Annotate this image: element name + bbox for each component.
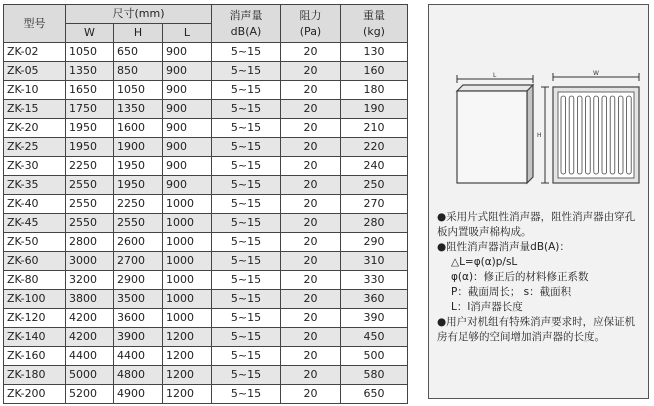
cell-w: 5000 <box>66 366 114 385</box>
cell-resistance: 20 <box>281 100 341 119</box>
header-model: 型号 <box>4 5 66 43</box>
cell-model: ZK-35 <box>4 176 66 195</box>
cell-model: ZK-80 <box>4 271 66 290</box>
table-row <box>4 347 408 366</box>
baffle <box>610 96 615 174</box>
cell-w: 1650 <box>66 81 114 100</box>
cell-w: 1950 <box>66 119 114 138</box>
baffle <box>561 96 566 174</box>
cell-resistance: 20 <box>281 43 341 62</box>
cell-model: ZK-05 <box>4 62 66 81</box>
cell-noise: 5~15 <box>212 328 281 347</box>
cell-model: ZK-45 <box>4 214 66 233</box>
cell-weight: 580 <box>341 366 408 385</box>
cell-model: ZK-20 <box>4 119 66 138</box>
cell-resistance: 20 <box>281 176 341 195</box>
cell-l: 900 <box>163 62 212 81</box>
cell-l: 900 <box>163 81 212 100</box>
note-line: φ(α)：修正后的材料修正系数 <box>451 271 589 283</box>
cell-l: 1200 <box>163 328 212 347</box>
cell-h: 4900 <box>114 385 163 404</box>
cell-model: ZK-30 <box>4 157 66 176</box>
cell-model: ZK-25 <box>4 138 66 157</box>
cell-weight: 210 <box>341 119 408 138</box>
cell-h: 3500 <box>114 290 163 309</box>
table-row <box>4 233 408 252</box>
cell-h: 1950 <box>114 176 163 195</box>
header-l: L <box>163 24 212 43</box>
silencer-side-view <box>457 85 533 183</box>
note-line: ●采用片式阻性消声器，阻性消声器由穿孔板内置吸声棉构成。 <box>437 211 636 238</box>
cell-weight: 130 <box>341 43 408 62</box>
cell-noise: 5~15 <box>212 233 281 252</box>
cell-weight: 280 <box>341 214 408 233</box>
cell-l: 1000 <box>163 214 212 233</box>
cell-model: ZK-50 <box>4 233 66 252</box>
cell-resistance: 20 <box>281 138 341 157</box>
cell-resistance: 20 <box>281 271 341 290</box>
cell-resistance: 20 <box>281 119 341 138</box>
cell-l: 1000 <box>163 195 212 214</box>
cell-resistance: 20 <box>281 157 341 176</box>
table-row <box>4 328 408 347</box>
baffle-group <box>561 96 631 174</box>
cell-w: 4200 <box>66 309 114 328</box>
header-w: W <box>66 24 114 43</box>
cell-w: 2550 <box>66 214 114 233</box>
note-line: △L=φ(α)p/sL <box>451 256 518 268</box>
table-row <box>4 195 408 214</box>
cell-weight: 290 <box>341 233 408 252</box>
label-l: L <box>493 72 497 79</box>
table-row <box>4 62 408 81</box>
cell-model: ZK-40 <box>4 195 66 214</box>
cell-w: 1950 <box>66 138 114 157</box>
cell-weight: 270 <box>341 195 408 214</box>
cell-resistance: 20 <box>281 62 341 81</box>
cell-noise: 5~15 <box>212 43 281 62</box>
cell-w: 2550 <box>66 176 114 195</box>
cell-l: 1000 <box>163 271 212 290</box>
cell-h: 4800 <box>114 366 163 385</box>
cell-l: 1200 <box>163 347 212 366</box>
cell-w: 1750 <box>66 100 114 119</box>
illustration-panel <box>428 4 649 399</box>
cell-l: 900 <box>163 138 212 157</box>
cell-weight: 450 <box>341 328 408 347</box>
table-row <box>4 309 408 328</box>
cell-resistance: 20 <box>281 385 341 404</box>
table-row <box>4 100 408 119</box>
dimension-h <box>541 87 549 183</box>
cell-l: 1000 <box>163 290 212 309</box>
cell-weight: 330 <box>341 271 408 290</box>
cell-weight: 360 <box>341 290 408 309</box>
cell-resistance: 20 <box>281 366 341 385</box>
cell-noise: 5~15 <box>212 214 281 233</box>
cell-model: ZK-120 <box>4 309 66 328</box>
label-w: W <box>593 70 599 77</box>
header-weight-line1: 重量 <box>363 8 385 22</box>
cell-resistance: 20 <box>281 195 341 214</box>
cell-w: 4200 <box>66 328 114 347</box>
cell-weight: 160 <box>341 62 408 81</box>
cell-noise: 5~15 <box>212 290 281 309</box>
cell-resistance: 20 <box>281 214 341 233</box>
cell-model: ZK-60 <box>4 252 66 271</box>
cell-h: 1950 <box>114 157 163 176</box>
cell-weight: 220 <box>341 138 408 157</box>
baffle <box>618 96 623 174</box>
cell-h: 2700 <box>114 252 163 271</box>
cell-h: 3600 <box>114 309 163 328</box>
cell-noise: 5~15 <box>212 309 281 328</box>
baffle <box>586 96 591 174</box>
cell-weight: 190 <box>341 100 408 119</box>
cell-l: 900 <box>163 176 212 195</box>
cell-w: 2800 <box>66 233 114 252</box>
table-row <box>4 385 408 404</box>
cell-l: 900 <box>163 157 212 176</box>
cell-resistance: 20 <box>281 252 341 271</box>
table-row <box>4 157 408 176</box>
cell-w: 3200 <box>66 271 114 290</box>
cell-weight: 240 <box>341 157 408 176</box>
cell-weight: 500 <box>341 347 408 366</box>
cell-model: ZK-140 <box>4 328 66 347</box>
table-row <box>4 214 408 233</box>
cell-noise: 5~15 <box>212 157 281 176</box>
spec-table-header <box>4 5 408 43</box>
table-row <box>4 271 408 290</box>
baffle <box>594 96 599 174</box>
label-h: H <box>537 132 542 139</box>
cell-l: 1000 <box>163 309 212 328</box>
cell-w: 1050 <box>66 43 114 62</box>
spec-table-body <box>4 43 408 404</box>
cell-resistance: 20 <box>281 309 341 328</box>
spec-table <box>3 4 408 404</box>
cell-h: 3900 <box>114 328 163 347</box>
cell-h: 2900 <box>114 271 163 290</box>
cell-noise: 5~15 <box>212 62 281 81</box>
cell-h: 1350 <box>114 100 163 119</box>
cell-noise: 5~15 <box>212 81 281 100</box>
cell-model: ZK-200 <box>4 385 66 404</box>
cell-noise: 5~15 <box>212 385 281 404</box>
baffle <box>577 96 582 174</box>
cell-resistance: 20 <box>281 328 341 347</box>
baffle <box>569 96 574 174</box>
header-resistance-line2: (Pa) <box>299 24 322 38</box>
note-line: ●用户对机组有特殊消声要求时，应保证机房有足够的空间增加消声器的长度。 <box>437 316 636 343</box>
cell-l: 900 <box>163 43 212 62</box>
note-line: ●阻性消声器消声量dB(A)： <box>437 241 570 253</box>
cell-weight: 310 <box>341 252 408 271</box>
baffle <box>602 96 607 174</box>
header-weight <box>341 5 408 43</box>
cell-w: 2250 <box>66 157 114 176</box>
cell-noise: 5~15 <box>212 195 281 214</box>
cell-h: 1050 <box>114 81 163 100</box>
cell-weight: 180 <box>341 81 408 100</box>
cell-model: ZK-15 <box>4 100 66 119</box>
cell-w: 2550 <box>66 195 114 214</box>
cell-l: 1200 <box>163 366 212 385</box>
note-line: P：截面周长； s：截面积 <box>451 286 572 298</box>
cell-noise: 5~15 <box>212 100 281 119</box>
table-row <box>4 176 408 195</box>
cell-noise: 5~15 <box>212 176 281 195</box>
cell-h: 850 <box>114 62 163 81</box>
table-row <box>4 290 408 309</box>
cell-l: 1000 <box>163 233 212 252</box>
baffle <box>627 96 632 174</box>
cell-h: 1600 <box>114 119 163 138</box>
cell-noise: 5~15 <box>212 271 281 290</box>
header-noise-line1: 消声量 <box>229 8 263 22</box>
cell-noise: 5~15 <box>212 252 281 271</box>
table-row <box>4 138 408 157</box>
cell-h: 2600 <box>114 233 163 252</box>
header-noise <box>212 5 281 43</box>
cell-w: 4400 <box>66 347 114 366</box>
cell-w: 3000 <box>66 252 114 271</box>
cell-h: 2250 <box>114 195 163 214</box>
cell-noise: 5~15 <box>212 347 281 366</box>
table-row <box>4 119 408 138</box>
notes-list <box>437 210 645 345</box>
cell-resistance: 20 <box>281 347 341 366</box>
header-resistance-line1: 阻力 <box>299 8 322 22</box>
cell-l: 900 <box>163 100 212 119</box>
cell-model: ZK-02 <box>4 43 66 62</box>
cell-model: ZK-180 <box>4 366 66 385</box>
table-row <box>4 81 408 100</box>
cell-weight: 650 <box>341 385 408 404</box>
header-size: 尺寸(mm) <box>66 5 212 24</box>
silencer-diagram <box>441 65 641 195</box>
table-row <box>4 366 408 385</box>
cell-l: 900 <box>163 119 212 138</box>
cell-resistance: 20 <box>281 81 341 100</box>
cell-model: ZK-100 <box>4 290 66 309</box>
header-weight-line2: (kg) <box>363 24 385 38</box>
cell-model: ZK-160 <box>4 347 66 366</box>
cell-noise: 5~15 <box>212 138 281 157</box>
note-line: L：l消声器长度 <box>451 301 523 313</box>
cell-l: 1200 <box>163 385 212 404</box>
cell-w: 5200 <box>66 385 114 404</box>
cell-weight: 250 <box>341 176 408 195</box>
cell-l: 1000 <box>163 252 212 271</box>
table-row <box>4 252 408 271</box>
header-resistance <box>281 5 341 43</box>
cell-w: 1350 <box>66 62 114 81</box>
cell-model: ZK-10 <box>4 81 66 100</box>
cell-noise: 5~15 <box>212 119 281 138</box>
cell-w: 3800 <box>66 290 114 309</box>
cell-h: 650 <box>114 43 163 62</box>
table-row <box>4 43 408 62</box>
cell-resistance: 20 <box>281 290 341 309</box>
cell-h: 2550 <box>114 214 163 233</box>
cell-resistance: 20 <box>281 233 341 252</box>
cell-h: 1900 <box>114 138 163 157</box>
silencer-front-view <box>553 87 639 183</box>
cell-weight: 390 <box>341 309 408 328</box>
cell-h: 4400 <box>114 347 163 366</box>
header-noise-line2: dB(A) <box>230 24 262 38</box>
cell-noise: 5~15 <box>212 366 281 385</box>
header-h: H <box>114 24 163 43</box>
